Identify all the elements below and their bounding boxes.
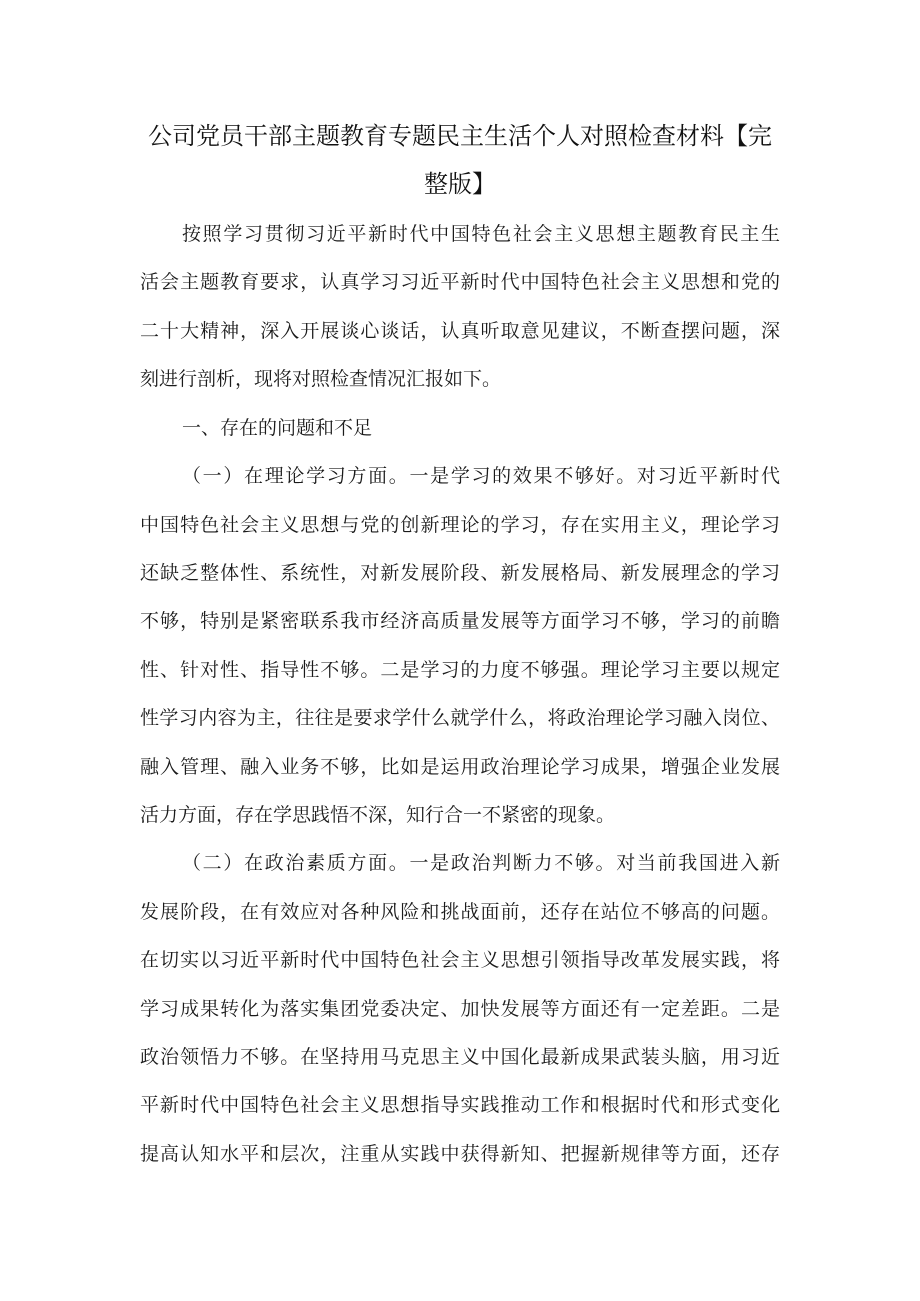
paragraph-line: 还缺乏整体性、系统性，对新发展阶段、新发展格局、新发展理念的学习 [140,562,780,584]
section-heading: 一、存在的问题和不足 [182,417,373,439]
paragraph-line: 活会主题教育要求，认真学习习近平新时代中国特色社会主义思想和党的 [140,271,780,293]
paragraph-line: 在切实以习近平新时代中国特色社会主义思想引领指导改革发展实践，将 [140,949,780,971]
paragraph-line: 性学习内容为主，往往是要求学什么就学什么，将政治理论学习融入岗位、 [140,707,780,729]
paragraph-line: 活力方面，存在学思践悟不深，知行合一不紧密的现象。 [140,804,616,826]
paragraph-line: 提高认知水平和层次，注重从实践中获得新知、把握新规律等方面，还存 [140,1143,780,1165]
paragraph-line: 性、针对性、指导性不够。二是学习的力度不够强。理论学习主要以规定 [140,659,780,681]
title-line-2: 整版】 [424,170,496,198]
paragraph-line: 政治领悟力不够。在坚持用马克思主义中国化最新成果武装头脑，用习近 [140,1046,780,1068]
paragraph-line: 按照学习贯彻习近平新时代中国特色社会主义思想主题教育民主生 [182,223,780,245]
title-line-1: 公司党员干部主题教育专题民主生活个人对照检查材料【完 [148,122,772,150]
paragraph-line: （二）在政治素质方面。一是政治判断力不够。对当前我国进入新 [182,852,780,874]
paragraph-line: 刻进行剖析，现将对照检查情况汇报如下。 [140,368,502,390]
paragraph-line: 二十大精神，深入开展谈心谈话，认真听取意见建议，不断查摆问题，深 [140,320,780,342]
paragraph-line: 平新时代中国特色社会主义思想指导实践推动工作和根据时代和形式变化 [140,1094,780,1116]
paragraph-line: （一）在理论学习方面。一是学习的效果不够好。对习近平新时代 [182,465,780,487]
paragraph-line: 融入管理、融入业务不够，比如是运用政治理论学习成果，增强企业发展 [140,756,780,778]
document-title [140,112,780,208]
paragraph-line: 中国特色社会主义思想与党的创新理论的学习，存在实用主义，理论学习 [140,514,780,536]
paragraph-line: 发展阶段，在有效应对各种风险和挑战面前，还存在站位不够高的问题。 [140,901,780,923]
paragraph-line: 学习成果转化为落实集团党委决定、加快发展等方面还有一定差距。二是 [140,998,780,1020]
paragraph-line: 不够，特别是紧密联系我市经济高质量发展等方面学习不够，学习的前瞻 [140,610,780,632]
